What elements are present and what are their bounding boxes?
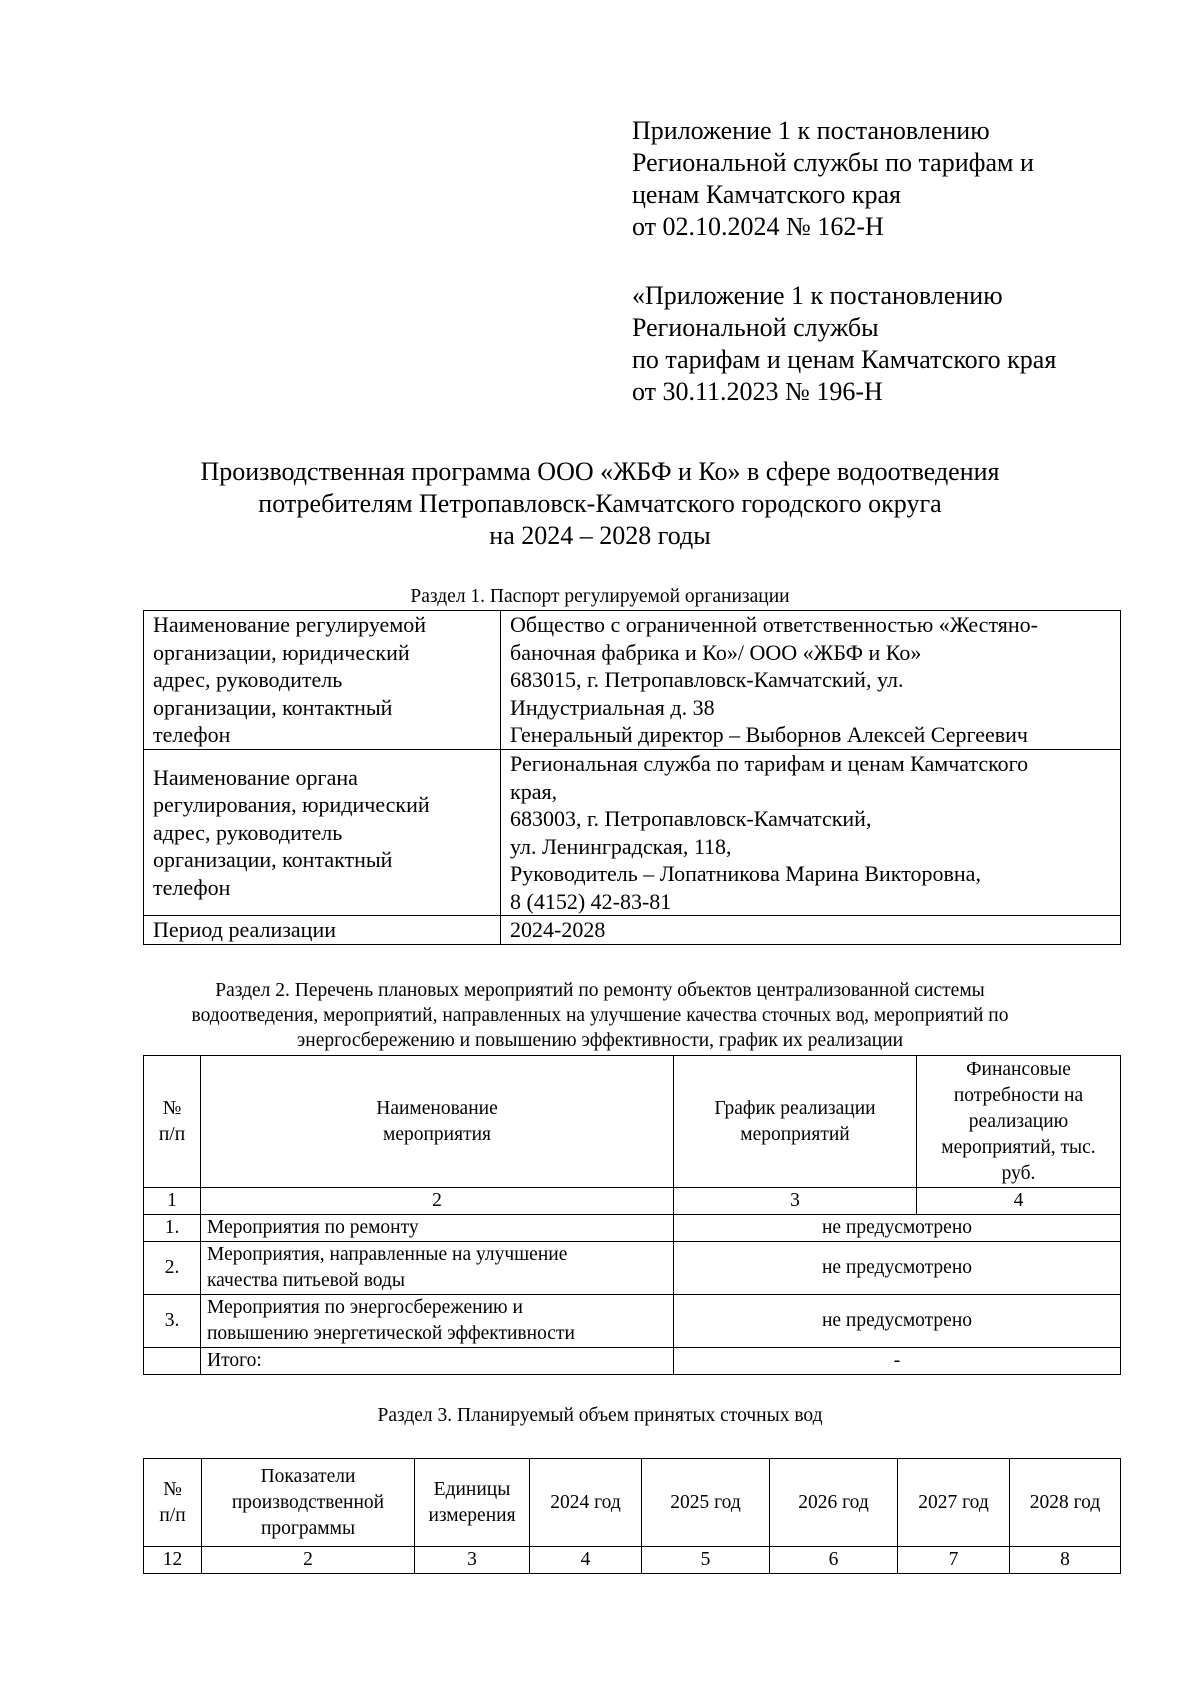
appendix-line: Приложение 1 к постановлению <box>632 116 990 145</box>
measure-name: Мероприятия по ремонту <box>201 1215 674 1242</box>
document-title <box>0 456 1200 552</box>
table-row <box>144 750 1121 916</box>
column-header: 2025 год <box>642 1459 770 1547</box>
passport-value-cell: 2024-2028 <box>501 916 1121 945</box>
measure-name: Мероприятия по энергосбережению и повышению энергетической эффективности <box>201 1295 674 1348</box>
column-header: 2028 год <box>1010 1459 1121 1547</box>
column-number: 5 <box>642 1547 770 1574</box>
measures-table <box>143 1055 1121 1375</box>
column-number: 4 <box>917 1188 1121 1215</box>
table-row <box>144 1295 1121 1348</box>
row-number: 3. <box>144 1295 201 1348</box>
table-header-row <box>144 1459 1121 1547</box>
row-number: 2. <box>144 1242 201 1295</box>
measure-value: не предусмотрено <box>674 1295 1121 1348</box>
column-header: Наименование мероприятия <box>201 1056 674 1188</box>
table-row <box>144 1242 1121 1295</box>
column-header: 2024 год <box>530 1459 642 1547</box>
column-number: 8 <box>1010 1547 1121 1574</box>
column-header: Показатели производственной программы <box>202 1459 415 1547</box>
column-number: 6 <box>770 1547 898 1574</box>
organization-passport-table <box>143 610 1121 945</box>
measure-value: не предусмотрено <box>674 1242 1121 1295</box>
title-line: Производственная программа ООО «ЖБФ и Ко» в сфере водоотведения <box>200 457 1000 486</box>
table-header-row <box>144 1056 1121 1188</box>
section2-caption: Раздел 2. Перечень плановых мероприятий по ремонту объектов централизованной системы водоотведения, мероприятий, направленных на улучшение качества сточных вод, мероприятий по энергосбережению и повышению эффективности, график их реализации <box>191 980 1009 1051</box>
table-row <box>144 916 1121 945</box>
column-number: 2 <box>202 1547 415 1574</box>
table-row <box>144 1215 1121 1242</box>
total-label: Итого: <box>201 1348 674 1375</box>
column-header: Финансовые потребности на реализацию мероприятий, тыс. руб. <box>917 1056 1121 1188</box>
column-number: 1 <box>144 1188 201 1215</box>
passport-label-cell: Наименование органа регулирования, юридический адрес, руководитель организации, контактный телефон <box>144 750 501 916</box>
column-header: Единицы измерения <box>415 1459 530 1547</box>
appendix-line: Региональной службы <box>632 313 879 342</box>
column-number: 12 <box>144 1547 202 1574</box>
measure-value: не предусмотрено <box>674 1215 1121 1242</box>
total-value: - <box>674 1348 1121 1375</box>
section1-caption: Раздел 1. Паспорт регулируемой организации <box>410 586 790 607</box>
appendix-reference-original <box>632 280 1056 408</box>
column-number: 3 <box>674 1188 917 1215</box>
column-numbers-row <box>144 1188 1121 1215</box>
passport-value-cell: Общество с ограниченной ответственностью «Жестяно- баночная фабрика и Ко»/ ООО «ЖБФ и Ко» 683015, г. Петропавловск-Камчатский, ул. Индустриальная д. 38 Генеральный директор – Выборнов Алексей Сергеевич <box>501 611 1121 750</box>
title-line: потребителям Петропавловск-Камчатского городского округа <box>258 489 942 518</box>
wastewater-volume-table <box>143 1458 1121 1574</box>
section3-caption: Раздел 3. Планируемый объем принятых сточных вод <box>377 1405 823 1426</box>
total-row <box>144 1348 1121 1375</box>
column-header: График реализации мероприятий <box>674 1056 917 1188</box>
appendix-line: от 30.11.2023 № 196-Н <box>632 377 883 406</box>
table-row <box>144 611 1121 750</box>
column-numbers-row <box>144 1547 1121 1574</box>
passport-label-cell: Период реализации <box>144 916 501 945</box>
appendix-line: по тарифам и ценам Камчатского края <box>632 345 1057 374</box>
column-header: № п/п <box>144 1459 202 1547</box>
title-line: на 2024 – 2028 годы <box>489 521 711 550</box>
column-number: 2 <box>201 1188 674 1215</box>
appendix-line: от 02.10.2024 № 162-Н <box>632 212 884 241</box>
appendix-line: ценам Камчатского края <box>632 180 901 209</box>
column-header: № п/п <box>144 1056 201 1188</box>
empty-cell <box>144 1348 201 1375</box>
appendix-reference-current <box>632 115 1034 243</box>
passport-value-cell: Региональная служба по тарифам и ценам Камчатского края, 683003, г. Петропавловск-Камчатский, ул. Ленинградская, 118, Руководитель – Лопатникова Марина Викторовна, 8 (4152) 42-83-81 <box>501 750 1121 916</box>
column-header: 2027 год <box>898 1459 1010 1547</box>
column-header: 2026 год <box>770 1459 898 1547</box>
column-number: 3 <box>415 1547 530 1574</box>
row-number: 1. <box>144 1215 201 1242</box>
appendix-line: «Приложение 1 к постановлению <box>632 281 1003 310</box>
measure-name: Мероприятия, направленные на улучшение качества питьевой воды <box>201 1242 674 1295</box>
column-number: 7 <box>898 1547 1010 1574</box>
column-number: 4 <box>530 1547 642 1574</box>
passport-label-cell: Наименование регулируемой организации, юридический адрес, руководитель организации, контактный телефон <box>144 611 501 750</box>
appendix-line: Региональной службы по тарифам и <box>632 148 1034 177</box>
